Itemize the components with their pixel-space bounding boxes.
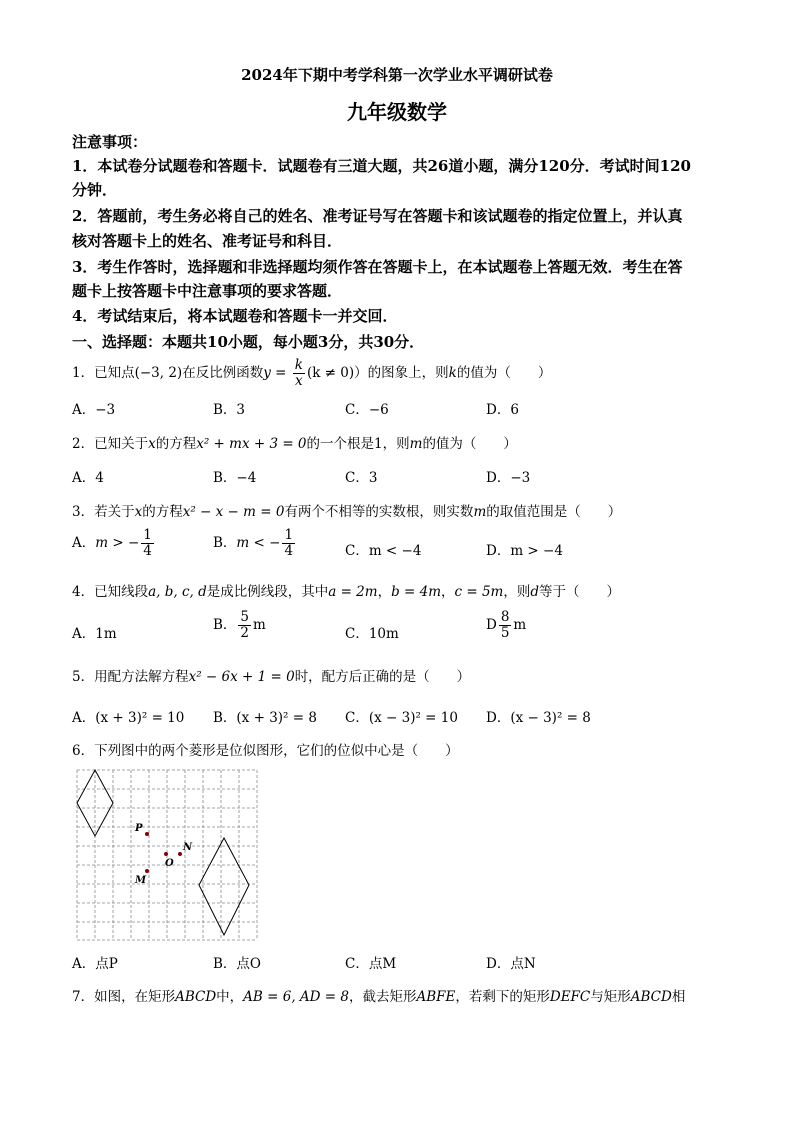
- q5-option-c: C．(x − 3)² = 10: [345, 710, 458, 726]
- exam-subject: 九年级数学: [347, 100, 447, 124]
- q6-option-d: D．点N: [486, 956, 536, 972]
- notice-line-1: 1．本试卷分试题卷和答题卡．试题卷有三道大题，共26道小题，满分120分．考试时间120: [72, 157, 691, 175]
- notice-line-5: 3．考生作答时，选择题和非选择题均须作答在答题卡上，在本试题卷上答题无效．考生在答: [72, 258, 683, 276]
- notice-heading: 注意事项：: [72, 133, 148, 151]
- q3-option-d: D．m > −4: [486, 543, 563, 559]
- q6-option-b: B．点O: [213, 956, 261, 972]
- q6-option-c: C．点M: [345, 956, 397, 972]
- section-1-heading: 一、选择题：本题共10小题，每小题3分，共30分．: [72, 333, 425, 351]
- q2-option-c: C．3: [345, 470, 378, 486]
- q5-option-b: B．(x + 3)² = 8: [213, 710, 317, 726]
- notice-line-6: 题卡上按答题卡中注意事项的要求答题．: [72, 282, 343, 300]
- q4-option-a: A．1m: [72, 626, 117, 642]
- label-p: P: [135, 823, 143, 834]
- q3-option-a: A．m > − $\frac{1}{4}$: [72, 527, 152, 559]
- q1-option-d: D．6: [486, 402, 519, 418]
- q2-option-d: D．−3: [486, 470, 531, 486]
- point-p: [145, 832, 149, 836]
- q1-fraction: $\frac{k}{x}$: [294, 357, 303, 389]
- q4-option-d: D $\frac{8}{5}$ m: [486, 609, 527, 641]
- label-o: O: [165, 858, 174, 869]
- question-4: 4．已知线段a, b, c, d是成比例线段，其中a = 2m，b = 4m，c = 5m，则d等于（ ）: [72, 584, 621, 600]
- notice-line-3: 2．答题前，考生务必将自己的姓名、准考证号写在答题卡和该试题卷的指定位置上，并认真: [72, 207, 683, 225]
- point-m: [145, 869, 149, 873]
- q1-option-a: A．−3: [72, 402, 116, 418]
- question-2: 2．已知关于x的方程x² + mx + 3 = 0的一个根是1，则m的值为（ ）: [72, 436, 517, 452]
- notice-line-7: 4．考试结束后，将本试题卷和答题卡一并交回．: [72, 307, 398, 325]
- question-6: 6．下列图中的两个菱形是位似图形，它们的位似中心是（ ）: [72, 743, 459, 759]
- question-1: 1．已知点(−3, 2)在反比例函数y = $\frac{k}{x}$ (k ≠ 0)）的图象上，则k的值为（ ）: [72, 357, 552, 389]
- q6-rhombus-figure: [72, 765, 262, 943]
- large-rhombus: [199, 838, 249, 935]
- q4-option-c: C．10m: [345, 626, 399, 642]
- q5-option-a: A．(x + 3)² = 10: [72, 710, 185, 726]
- q6-option-a: A．点P: [72, 956, 118, 972]
- notice-line-2: 分钟．: [72, 181, 118, 199]
- exam-title: 2024年下期中考学科第一次学业水平调研试卷: [241, 66, 553, 84]
- q3-option-c: C．m < −4: [345, 543, 422, 559]
- point-n: [178, 852, 182, 856]
- q2-option-a: A．4: [72, 470, 104, 486]
- notice-line-4: 核对答题卡上的姓名、准考证号和科目．: [72, 232, 343, 250]
- q5-option-d: D．(x − 3)² = 8: [486, 710, 591, 726]
- q1-option-c: C．−6: [345, 402, 389, 418]
- point-o: [164, 852, 168, 856]
- q2-option-b: B．−4: [213, 470, 257, 486]
- question-3: 3．若关于x的方程x² − x − m = 0有两个不相等的实数根，则实数m的取值范围是（ ）: [72, 504, 622, 520]
- label-n: N: [183, 842, 193, 853]
- q1-option-b: B．3: [213, 402, 246, 418]
- q4-option-b: B． $\frac{5}{2}$ m: [213, 609, 266, 641]
- label-m: M: [135, 875, 147, 886]
- question-5: 5．用配方法解方程x² − 6x + 1 = 0时，配方后正确的是（ ）: [72, 669, 471, 685]
- question-7: 7．如图，在矩形ABCD中，AB = 6, AD = 8，截去矩形ABFE，若剩下的矩形DEFC与矩形ABCD相: [72, 989, 686, 1005]
- q3-option-b: B．m < − $\frac{1}{4}$: [213, 527, 294, 559]
